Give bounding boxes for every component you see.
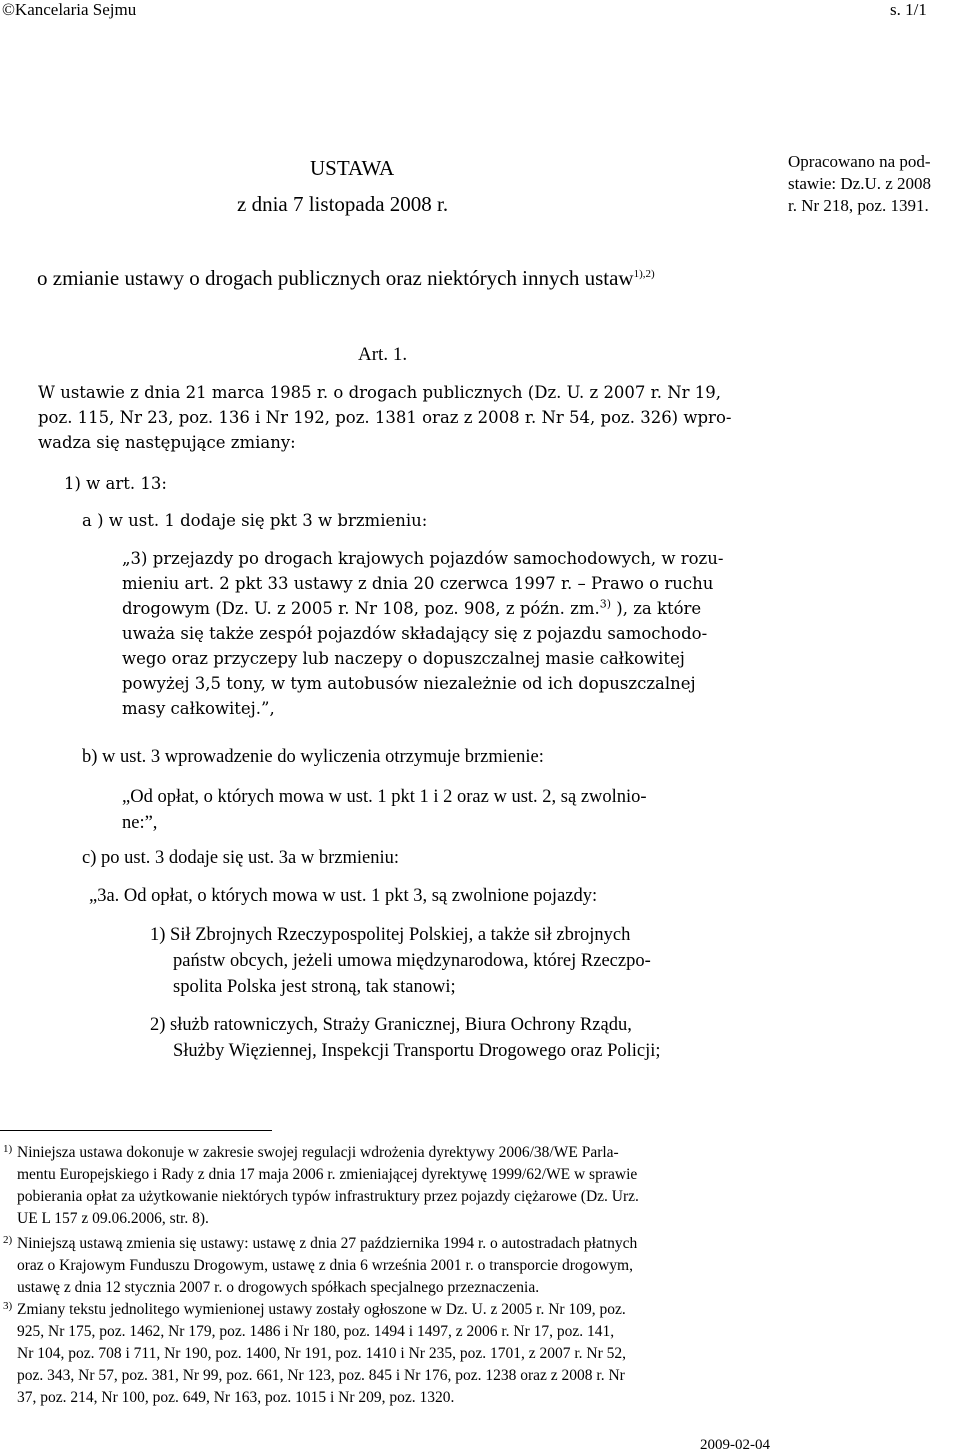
footnote-line: 925, Nr 175, poz. 1462, Nr 179, poz. 1486 i Nr 180, poz. 1494 i 1497, z 2006 r. Nr 17, poz. 141,: [17, 1323, 615, 1340]
document-title: USTAWA: [310, 156, 395, 180]
source-note-line: r. Nr 218, poz. 1391.: [788, 196, 929, 215]
quote-line-tail: ), za które: [611, 599, 702, 618]
footnote-line: ustawę z dnia 12 stycznia 2007 r. o drogowych spółkach specjalnego przeznaczenia.: [17, 1279, 540, 1296]
footer-date: 2009-02-04: [700, 1437, 770, 1453]
quote-line: ne:”,: [122, 813, 158, 833]
subitem-2: [150, 1012, 661, 1064]
footnote-ref[interactable]: 3): [599, 597, 612, 611]
subtitle-text: o zmianie ustawy o drogach publicznych oraz niektórych innych ustaw: [37, 266, 634, 290]
footnote-line: pobierania opłat za użytkowanie niektórych typów infrastruktury przez pojazdy ciężarowe (Dz. Urz.: [17, 1188, 639, 1205]
article-heading: Art. 1.: [358, 344, 408, 365]
subitem-line: 2) służb ratowniczych, Straży Granicznej, Biura Ochrony Rządu,: [150, 1015, 632, 1035]
subitem-line: 1) Sił Zbrojnych Rzeczypospolitej Polskiej, a także sił zbrojnych: [150, 925, 631, 945]
quote-a: [122, 546, 723, 721]
item-a: a ) w ust. 1 dodaje się pkt 3 w brzmieniu:: [82, 511, 428, 530]
quote-line: powyżej 3,5 tony, w tym autobusów niezależnie od ich dopuszczalnej: [122, 674, 696, 693]
subitem-1: [150, 922, 651, 1000]
quote-line: [122, 596, 723, 621]
quote-line: masy całkowitej.”,: [122, 699, 275, 718]
page-number: s. 1/1: [890, 0, 927, 19]
footnote-line: poz. 343, Nr 57, poz. 381, Nr 99, poz. 661, Nr 123, poz. 845 i Nr 176, poz. 1238 oraz z 2008 r. Nr: [17, 1367, 625, 1384]
intro-line: wadza się następujące zmiany:: [38, 433, 296, 452]
intro-line: poz. 115, Nr 23, poz. 136 i Nr 192, poz. 1381 oraz z 2008 r. Nr 54, poz. 326) wpro-: [38, 408, 732, 427]
footnote-mark: 2): [3, 1234, 13, 1246]
quote-line: wego oraz przyczepy lub naczepy o dopuszczalnej masie całkowitej: [122, 649, 685, 668]
header-source: ©Kancelaria Sejmu: [2, 0, 137, 19]
footnote-line: Niniejsza ustawa dokonuje w zakresie swojej regulacji wdrożenia dyrektywy 2006/38/WE Parla-: [17, 1144, 619, 1161]
footnote-line: UE L 157 z 09.06.2006, str. 8).: [17, 1210, 209, 1227]
footnote-ref[interactable]: 1),2): [633, 268, 655, 280]
footnote-separator: [0, 1130, 272, 1131]
document-subtitle: [37, 266, 655, 291]
quote-line: „Od opłat, o których mowa w ust. 1 pkt 1 i 2 oraz w ust. 2, są zwolnio-: [122, 787, 647, 807]
document-date: z dnia 7 listopada 2008 r.: [237, 192, 449, 216]
subitem-line: Służby Więziennej, Inspekcji Transportu Drogowego oraz Policji;: [173, 1041, 661, 1061]
subitem-line: państw obcych, jeżeli umowa międzynarodowa, której Rzeczpo-: [173, 951, 651, 971]
footnote-mark: 3): [3, 1300, 13, 1312]
source-note: [788, 151, 931, 217]
subitem-line: spolita Polska jest stroną, tak stanowi;: [173, 977, 456, 997]
source-note-line: Opracowano na pod-: [788, 152, 931, 171]
quote-line: mieniu art. 2 pkt 33 ustawy z dnia 20 czerwca 1997 r. – Prawo o ruchu: [122, 574, 714, 593]
quote-b: [122, 784, 647, 836]
item-1: 1) w art. 13:: [64, 474, 167, 493]
intro-line: W ustawie z dnia 21 marca 1985 r. o drogach publicznych (Dz. U. z 2007 r. Nr 19,: [38, 383, 722, 402]
source-note-line: stawie: Dz.U. z 2008: [788, 174, 932, 193]
footnote-line: Nr 104, poz. 708 i 711, Nr 190, poz. 1400, Nr 191, poz. 1410 i Nr 235, poz. 1701, z 2007 r. Nr 52,: [17, 1345, 627, 1362]
footnote-line: Niniejszą ustawą zmienia się ustawy: ustawę z dnia 27 października 1994 r. o autostradach płatnych: [17, 1235, 638, 1252]
footnote-line: 37, poz. 214, Nr 100, poz. 649, Nr 163, poz. 1015 i Nr 209, poz. 1320.: [17, 1389, 455, 1406]
quote-c: „3a. Od opłat, o których mowa w ust. 1 pkt 3, są zwolnione pojazdy:: [89, 886, 598, 906]
intro-paragraph: [38, 380, 731, 455]
item-b: b) w ust. 3 wprowadzenie do wyliczenia otrzymuje brzmienie:: [82, 747, 544, 767]
quote-line: „3) przejazdy po drogach krajowych pojazdów samochodowych, w rozu-: [122, 549, 724, 568]
footnote-line: oraz o Krajowym Funduszu Drogowym, ustawę z dnia 6 września 2001 r. o transporcie drogowym,: [17, 1257, 633, 1274]
quote-line-text: drogowym (Dz. U. z 2005 r. Nr 108, poz. 908, z późn. zm.: [122, 599, 600, 618]
quote-line: uważa się także zespół pojazdów składający się z pojazdu samochodo-: [122, 624, 708, 643]
footnote-line: Zmiany tekstu jednolitego wymienionej ustawy zostały ogłoszone w Dz. U. z 2005 r. Nr 109, poz.: [17, 1301, 626, 1318]
footnote-line: mentu Europejskiego i Rady z dnia 17 maja 2006 r. zmieniającej dyrektywę 1999/62/WE w sprawie: [17, 1166, 638, 1183]
footnote-mark: 1): [3, 1143, 13, 1155]
item-c: c) po ust. 3 dodaje się ust. 3a w brzmieniu:: [82, 848, 400, 868]
